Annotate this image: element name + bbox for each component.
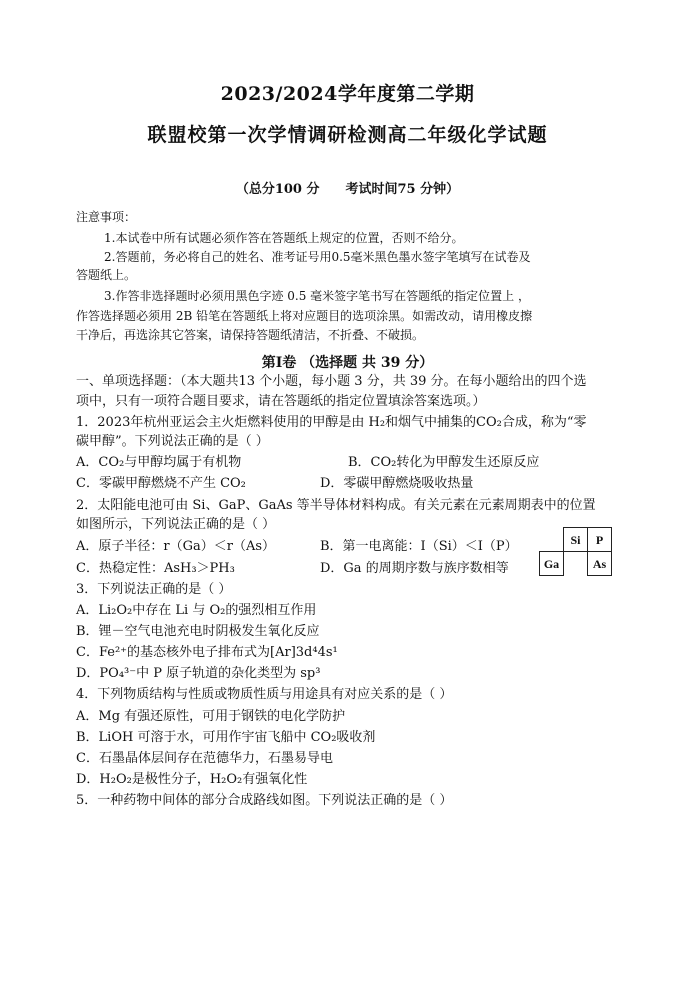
q4-option-a: A．Mg 有强还原性，可用于钢铁的电化学防护 — [76, 709, 346, 724]
q4-option-b: B．LiOH 可溶于水，可用作宇宙飞船中 CO₂吸收剂 — [76, 730, 376, 745]
q3-option-a: A．Li₂O₂中存在 Li 与 O₂的强烈相互作用 — [76, 603, 317, 618]
q4-option-d: D．H₂O₂是极性分子，H₂O₂有强氧化性 — [76, 772, 308, 787]
element-cell-si: Si — [563, 527, 588, 552]
total-score: （总分100 分 — [235, 182, 320, 197]
q1-option-a: A．CO₂与甲醇均属于有机物 — [76, 455, 242, 470]
q5-stem: 5．一种药物中间体的部分合成路线如图。下列说法正确的是（ ） — [76, 793, 453, 808]
q1-option-d: D．零碳甲醇燃烧吸收热量 — [320, 476, 474, 491]
q3-option-d: D．PO₄³⁻中 P 原子轨道的杂化类型为 sp³ — [76, 666, 321, 681]
q2-stem-b: 如图所示，下列说法正确的是（ ） — [76, 517, 276, 532]
notice-item-2b: 答题纸上。 — [76, 268, 137, 282]
q2-stem-a: 2．太阳能电池可由 Si、GaP、GaAs 等半导体材料构成。有关元素在元素周期表中的位置 — [76, 498, 596, 513]
exam-title-year: 2023/2024学年度第二学期 — [220, 83, 475, 105]
q1-stem-b: 碳甲醇”。下列说法正确的是（ ） — [76, 434, 269, 449]
q1-stem-a: 1．2023年杭州亚运会主火炬燃料使用的甲醇是由 H₂和烟气中捕集的CO₂合成，称为“零 — [76, 415, 587, 430]
q3-stem: 3．下列说法正确的是（ ） — [76, 582, 232, 597]
exam-title: 联盟校第一次学情调研检测高二年级化学试题 — [147, 124, 548, 146]
notice-item-2a: 2.答题前，务必将自己的姓名、准考证号用0.5毫米黑色墨水签字笔填写在试卷及 — [104, 250, 531, 264]
q3-option-b: B．锂－空气电池充电时阴极发生氧化反应 — [76, 624, 320, 639]
q2-option-d: D．Ga 的周期序数与族序数相等 — [320, 561, 509, 576]
section-title: 第Ⅰ卷 （选择题 共 39 分） — [261, 355, 434, 371]
element-cell-p: P — [587, 527, 612, 552]
q2-option-c: C．热稳定性：AsH₃＞PH₃ — [76, 561, 235, 576]
q2-option-b: B．第一电离能：I（Si）＜I（P） — [320, 539, 518, 554]
q2-option-a: A．原子半径：r（Ga）＜r（As） — [76, 539, 276, 554]
notice-item-1: 1.本试卷中所有试题必须作答在答题纸上规定的位置，否则不给分。 — [104, 231, 464, 245]
notice-heading: 注意事项： — [76, 210, 137, 224]
q1-option-c: C．零碳甲醇燃烧不产生 CO₂ — [76, 476, 246, 491]
notice-item-3b: 作答选择题必须用 2B 铅笔在答题纸上将对应题目的选项涂黑。如需改动，请用橡皮擦 — [76, 309, 533, 323]
element-cell-ga: Ga — [539, 551, 564, 576]
q1-option-b: B．CO₂转化为甲醇发生还原反应 — [348, 455, 540, 470]
q3-option-c: C．Fe²⁺的基态核外电子排布式为[Ar]3d⁴4s¹ — [76, 645, 338, 660]
q4-option-c: C．石墨晶体层间存在范德华力，石墨易导电 — [76, 751, 333, 766]
section-instruction-a: 一、单项选择题：（本大题共13 个小题，每小题 3 分，共 39 分。在每小题给出的四个选 — [76, 374, 587, 389]
notice-item-3a: 3.作答非选择题时必须用黑色字迹 0.5 毫米签字笔书写在答题纸的指定位置上 ， — [104, 289, 530, 303]
q4-stem: 4．下列物质结构与性质或物质性质与用途具有对应关系的是（ ） — [76, 687, 453, 702]
section-instruction-b: 项中，只有一项符合题目要求，请在答题纸的指定位置填涂答案选项。） — [76, 394, 486, 409]
periodic-table-fragment — [537, 527, 615, 579]
element-cell-as: As — [587, 551, 612, 576]
exam-time: 考试时间75 分钟） — [345, 182, 460, 197]
notice-item-3c: 干净后，再选涂其它答案，请保持答题纸清洁，不折叠、不破损。 — [76, 328, 425, 342]
exam-meta — [0, 178, 695, 197]
